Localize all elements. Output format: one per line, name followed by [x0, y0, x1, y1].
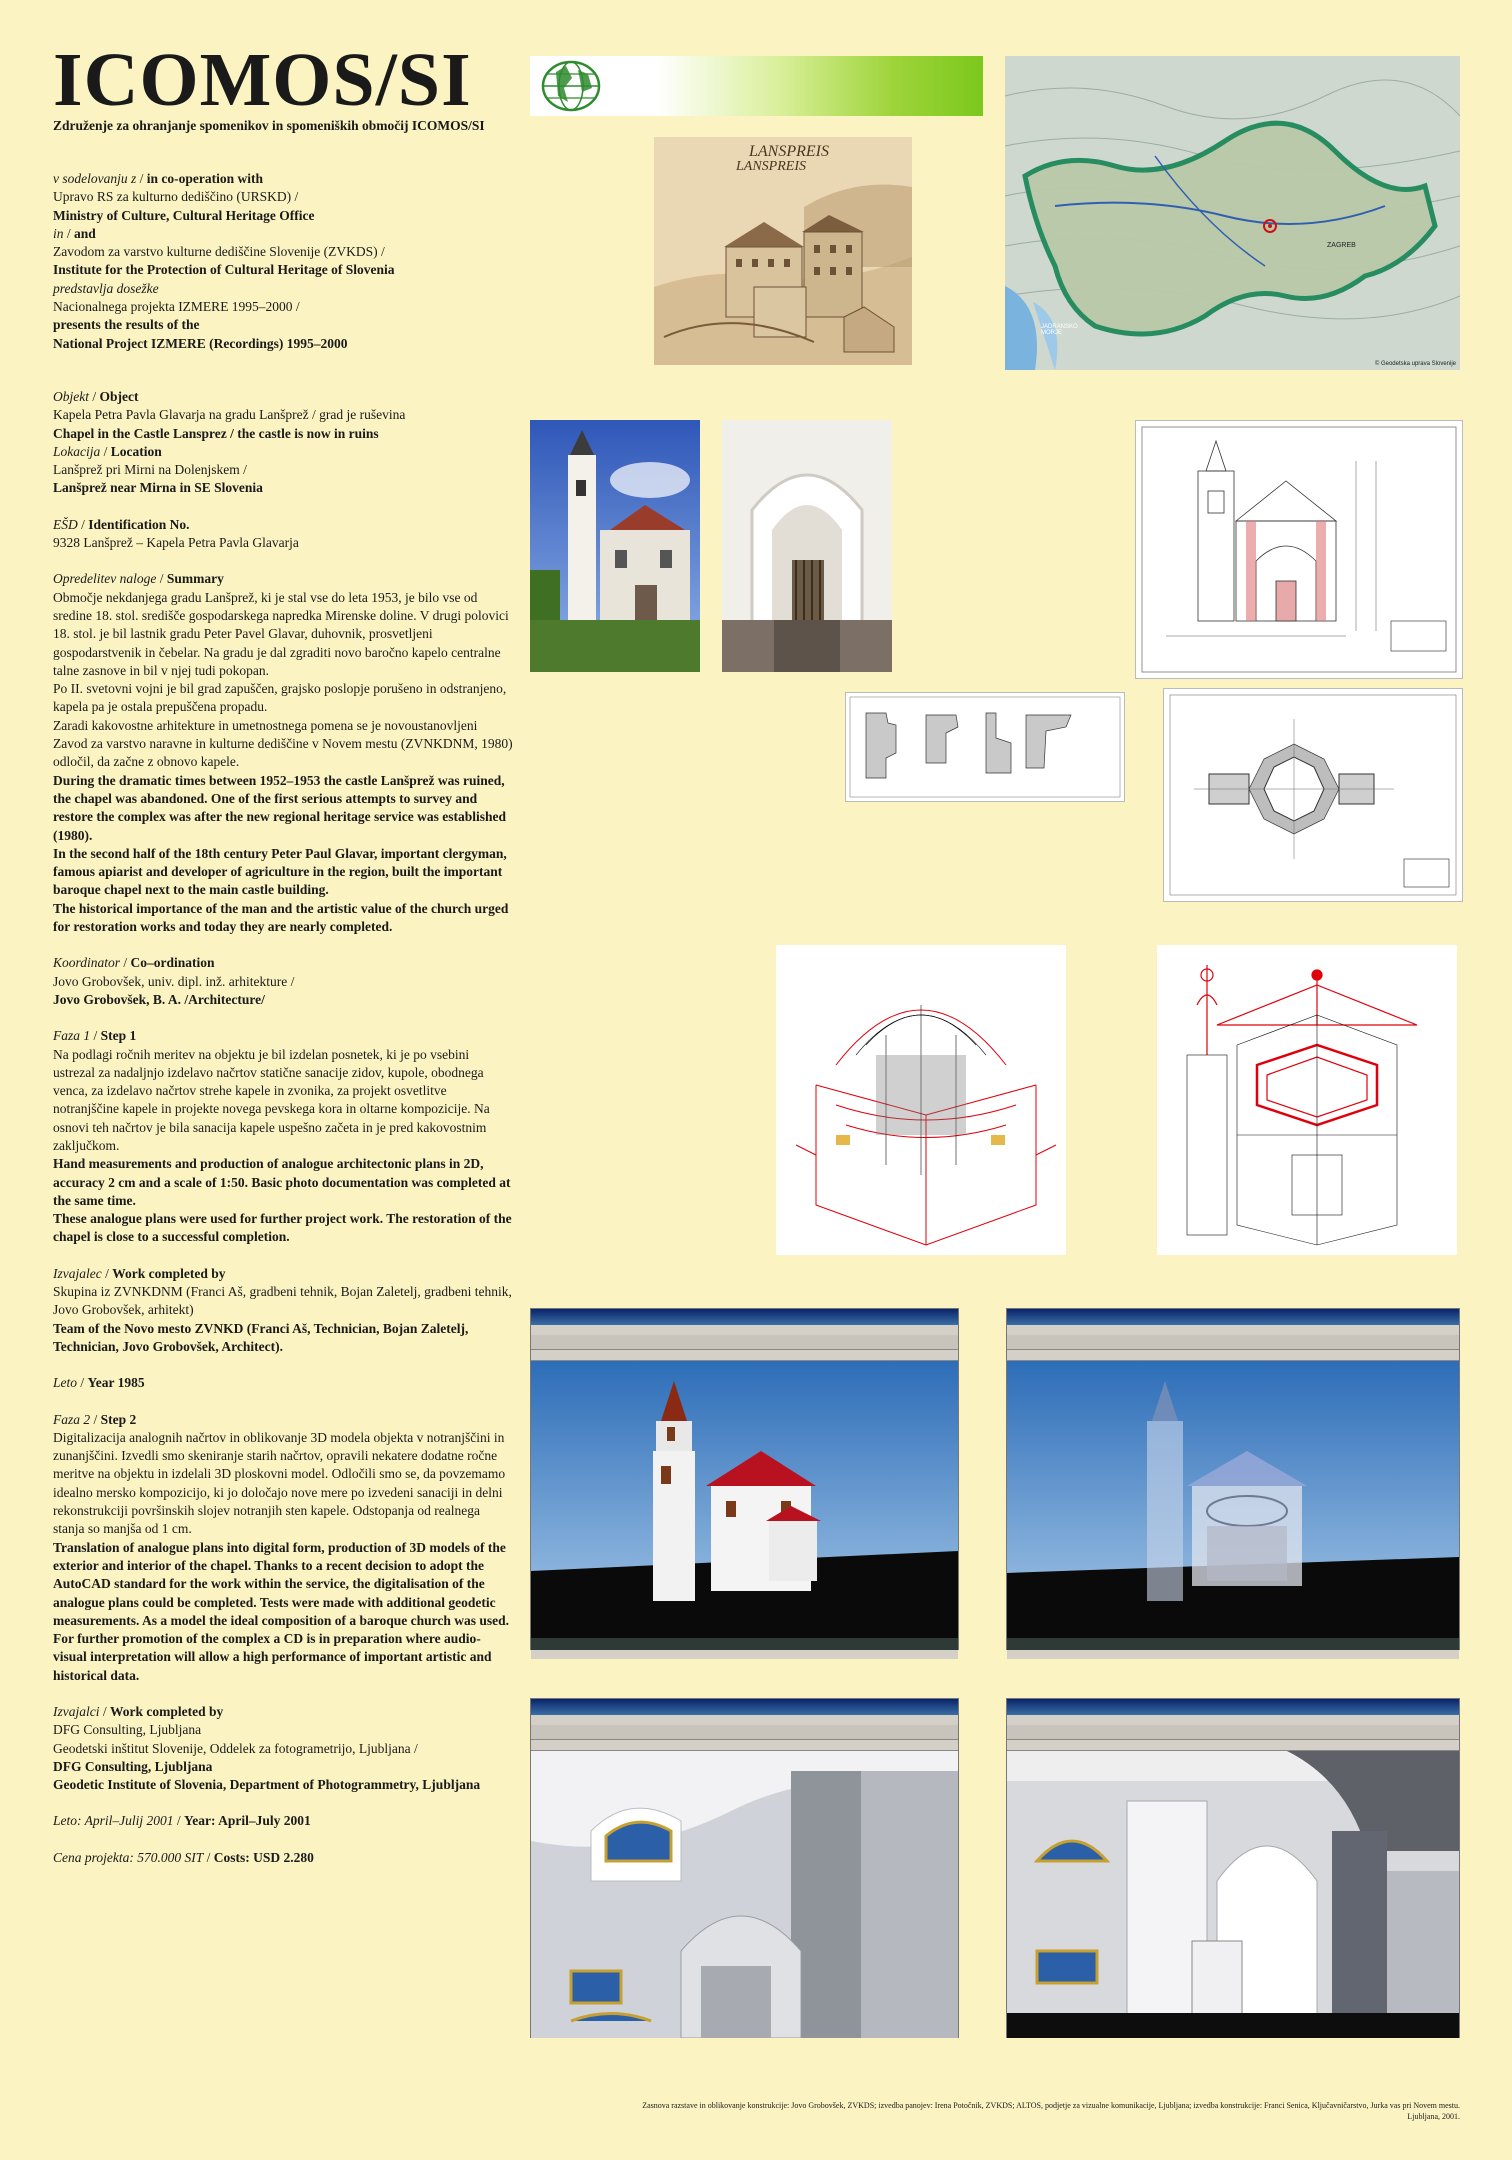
summary-en: The historical importance of the man and the artistic value of the church urged for restoration works and today they are nearly completed.	[53, 900, 509, 935]
step1-sl: Na podlagi ročnih meritev na objektu je bil izdelan posnetek, ki je po vsebini ustrezal za nadaljnjo izdelavo načrtov statične sanacije zidov, kupole, obodnega venca, za izdelavo načrtov strehe kapele in zvonika, za projekt osvetlitve notranjščine kapele in projekte novega pevskega kora in oltarne kompozicije. Na osnovi teh načrtov je bila sanacija kapele uspešno začeta in je pred kakovostnim zaključkom.	[53, 1046, 490, 1153]
wireframe-model-exterior	[1157, 945, 1457, 1255]
object-heading-en: Object	[99, 389, 139, 404]
cost-heading-sl: Cena projekta: 570.000 SIT	[53, 1849, 204, 1865]
render-window-interior-2	[1006, 1698, 1460, 2038]
intro-line: National Project IZMERE (Recordings) 1995–2000	[53, 335, 348, 351]
window-address	[531, 1740, 958, 1751]
year1-heading-en: Year 1985	[87, 1375, 145, 1391]
location-line: Lanšprež near Mirna in SE Slovenia	[53, 480, 263, 496]
window-menu	[1007, 1325, 1459, 1335]
intro-line: Upravo RS za kulturno dediščino (URSKD) /	[53, 189, 299, 205]
window-toolbar	[531, 1335, 958, 1350]
render-window-exterior	[530, 1308, 959, 1650]
location-heading-en: Location	[110, 443, 162, 459]
sketch-caption: LANSPREIS	[736, 159, 806, 174]
sketch-caption: LANSPREIS	[749, 143, 829, 160]
window-status	[531, 1650, 958, 1659]
intro-line: Zavodom za varstvo kulturne dediščine Slovenije (ZVKDS) /	[53, 244, 385, 260]
elevation-drawing	[1135, 420, 1463, 679]
intro-sep: /	[136, 171, 147, 186]
window-titlebar	[531, 1309, 958, 1325]
summary-sl: Območje nekdanjega gradu Lanšprež, ki je stal vse do leta 1953, je bilo vse od sredine 18. stol. središče gospodarskega napredka Mirenske doline. V drugi polovici 18. stol. je bil lastnik gradu Peter Pavel Glavar, duhovnik, prosvetljeni gospodarstvenik in čebelar. Na gradu je dal zgraditi novo baročno kapelo centralne talne zasnove in bil v njej tudi pokopan.	[53, 589, 509, 678]
icomos-logo-banner	[530, 56, 983, 116]
window-menu	[531, 1715, 958, 1725]
plan-drawing	[1163, 688, 1463, 902]
id-heading-en: Identification No.	[88, 516, 190, 532]
step2-sl: Digitalizacija analognih načrtov in oblikovanje 3D modela objekta v notranjščini in zunanjščini. Izvedli smo skeniranje starih načrtov, opravili nekatere dodatne ročne meritve na objektu in izdelali 3D ploskovni model. Odločili smo se, da povzemamo idealno mersko kompozicijo, ki jo določajo nove mere po izvedeni sanaciji in delni rekonstrukciji površinskih slojev notranjih sten kapele. Odstopanja od realnega stanja so manjša od 1 cm.	[53, 1429, 506, 1537]
year2-heading-en: Year: April–July 2001	[184, 1813, 311, 1829]
window-menu	[1007, 1715, 1459, 1725]
intro-and-en: and	[74, 225, 96, 241]
intro-line: Ministry of Culture, Cultural Heritage Office	[53, 207, 315, 223]
year1-heading-sl: Leto	[53, 1375, 78, 1391]
window-address	[531, 1350, 958, 1361]
intro-line: presents the results of the	[53, 317, 200, 333]
location-heading-sl: Lokacija	[53, 443, 101, 459]
summary-en: During the dramatic times between 1952–1953 the castle Lanšprež was ruined, the chapel was abandoned. One of the first serious attempts to survey and restore the complex was after the new regional heritage service was established (1980).	[53, 772, 507, 843]
step1-heading-en: Step 1	[100, 1028, 137, 1044]
object-section: Objekt / Object Kapela Petra Pavla Glavarja na gradu Lanšprež / grad je ruševina Chapel in the Castle Lansprez / the castle is now in ruins Lokacija / Location Lanšprež pri Mirni na Dolenjskem / Lanšprež near Mirna in SE Slovenia EŠD / Identification No. 9328 Lanšprež – Kapela Petra Pavla Glavarja Opredelitev naloge / Summary Območje nekdanjega gradu Lanšprež, ki je stal vse do leta 1953, je bilo vse od sredine 18. stol. središče gospodarskega napredka Mirenske doline. V drugi polovici 18. stol. je bil lastnik gradu Peter Pavel Glavar, duhovnik, prosvetljeni gospodarstvenik in čebelar. Na gradu je dal zgraditi novo baročno kapelo centralne talne zasnove in bil v njej tudi pokopan. Po II. svetovni vojni je bil grad zapuščen, grajsko poslopje porušeno in odstranjeno, kapela pa je ostala prepuščena propadu. Zaradi kakovostne arhitekture in umetnostnega pomena se je novoustanovljeni Zavod za varstvo naravne in kulturne dediščine v Novem mestu (ZVNKDNM, 1980) odločil, da začne z obnovo kapele. During the dramatic times between 1952–1953 the castle Lanšprež was ruined, the chapel was abandoned. One of the first serious attempts to survey and restore the complex was after the new regional heritage service was established (1980). In the second half of the 18th century Peter Paul Glavar, important clergyman, famous apiarist and developer of agriculture in the region, built the important baroque chapel next to the main castle building. The historical importance of the man and the artistic value of the church urged for restoration works and today they are nearly completed. Koordinator / Co–ordination Jovo Grobovšek, univ. dipl. inž. arhitekture / Jovo Grobovšek, B. A. /Architecture/ Faza 1 / Step 1 Na podlagi ročnih meritev na objektu je bil izdelan posnetek, ki je po vsebini ustrezal za nadaljnjo izdelavo načrtov statične sanacije zidov, kupole, obodnega venca, za izdelavo načrtov strehe kapele in zvonika, za projekt osvetlitve notranjščine kapele in projekte novega pevskega kora in oltarne kompozicije. Na osnovi teh načrtov je bila sanacija kapele uspešno začeta in je pred kakovostnim zaključkom. Hand measurements and production of analogue architectonic plans in 2D, accuracy 2 cm and a scale of 1:50. Basic photo documentation was completed at the same time. These analogue plans were used for further project work. The restoration of the chapel is close to a successful completion. Izvajalec / Work completed by Skupina iz ZVNKDNM (Franci Aš, gradbeni tehnik, Bojan Zaletelj, gradbeni tehnik, Jovo Grobovšek, arhitekt) Team of the Novo mesto ZVNKD (Franci Aš, Technician, Bojan Zaletelj, Technician, Jovo Grobovšek, Architect). Leto / Year 1985 Faza 2 / Step 2 Digitalizacija analognih načrtov in oblikovanje 3D modela objekta v notranjščini in zunanjščini. Izvedli smo skeniranje starih načrtov, opravili nekatere dodatne ročne meritve na objektu in izdelali 3D ploskovni model. Odločili smo se, da povzemamo idealno mersko kompozicijo, ki jo določajo nove mere po izvedeni sanaciji in delni rekonstrukciji površinskih slojev notranjih sten kapele. Odstopanja od realnega stanja so manjša od 1 cm. Translation of analogue plans into digital form, production of 3D models of the exterior and interior of the chapel. Thanks to a recent decision to adopt the AutoCAD standard for the work within the service, the digitalisation of the analogue plans could be completed. Tests were made with additional geodetic measurements. As a model the ideal composition of a baroque church was used. For further promotion of the complex a CD is in preparation where audio-visual interpretation will allow a high performance of important artistic and historical data. Izvajalci / Work completed by DFG Consulting, Ljubljana Geodetski inštitut Slovenije, Oddelek za fotogrametrijo, Ljubljana / DFG Consulting, Ljubljana Geodetic Institute of Slovenia, Department of Photogrammetry, Ljubljana Leto: April–Julij 2001 / Year: April–July 2001 Cena projekta: 570.000 SIT / Costs: USD 2.280	[53, 389, 513, 1865]
year2-heading-sl: Leto: April–Julij 2001	[53, 1813, 174, 1829]
summary-en: In the second half of the 18th century Peter Paul Glavar, important clergyman, famous apiarist and developer of agriculture in the region, built the important baroque chapel next to the main castle building.	[53, 845, 507, 898]
id-line: 9328 Lanšprež – Kapela Petra Pavla Glavarja	[53, 535, 299, 551]
page-title: ICOMOS/SI	[53, 38, 472, 122]
intro-sep: /	[63, 225, 75, 241]
work2-heading-en: Work completed by	[110, 1704, 224, 1719]
page-subtitle: Združenje za ohranjanje spomenikov in spomeniških območij ICOMOS/SI	[53, 118, 485, 133]
render-window-interior-1	[530, 1698, 959, 2038]
summary-sl: Po II. svetovni vojni je bil grad zapuščen, grajsko poslopje porušeno in odstranjeno, kapela pa je ostala prepuščena propadu.	[53, 681, 507, 715]
work1-heading-en: Work completed by	[112, 1265, 226, 1281]
object-line: Chapel in the Castle Lansprez / the castle is now in ruins	[53, 425, 379, 441]
chapel-interior-photo	[722, 420, 892, 672]
coord-heading-en: Co–ordination	[130, 955, 215, 971]
step1-en: Hand measurements and production of analogue architectonic plans in 2D, accuracy 2 cm and a scale of 1:50. Basic photo documentation was completed at the same time.	[53, 1156, 511, 1208]
chapel-exterior-photo	[530, 420, 700, 672]
globe-logo-icon	[538, 58, 604, 114]
step2-heading-en: Step 2	[100, 1411, 137, 1427]
cost-heading-en: Costs: USD 2.280	[213, 1849, 314, 1865]
step2-en: Translation of analogue plans into digital form, production of 3D models of the exterior and interior of the chapel. Thanks to a recent decision to adopt the AutoCAD standard for the work within the service, the digitalisation of the analogue plans could be completed. Tests were made with additional geodetic measurements. As a model the ideal composition of a baroque church was used.	[53, 1539, 510, 1628]
intro-line: predstavlja dosežke	[53, 280, 159, 296]
work2-line: DFG Consulting, Ljubljana	[53, 1758, 213, 1774]
map-label: JADRANSKO MORJE	[1041, 324, 1078, 336]
work2-line: Geodetic Institute of Slovenia, Department of Photogrammetry, Ljubljana	[53, 1777, 481, 1793]
window-menu	[531, 1325, 958, 1335]
work2-line: DFG Consulting, Ljubljana	[53, 1722, 202, 1738]
footer-line: Ljubljana, 2001.	[1407, 2112, 1460, 2121]
credits-footer	[600, 2100, 1460, 2122]
window-player-bar	[531, 1638, 958, 1650]
window-toolbar	[1007, 1725, 1459, 1740]
intro-line: Institute for the Protection of Cultural Heritage of Slovenia	[53, 262, 395, 278]
id-heading-sl: EŠD	[53, 516, 78, 532]
work1-heading-sl: Izvajalec	[53, 1265, 102, 1281]
window-titlebar	[1007, 1699, 1459, 1715]
work1-en: Team of the Novo mesto ZVNKD (Franci Aš, Technician, Bojan Zaletelj, Technician, Jovo Grobovšek, Architect).	[53, 1320, 469, 1354]
footer-line: Zasnova razstave in oblikovanje konstrukcije: Jovo Grobovšek, ZVKDS; izvedba panojev: Irena Potočnik, ZVKDS; ALTOS, podjetje za vizualne komunikacije, Ljubljana; izvedba konstrukcije: Franci Senica, Ključavničarstvo, Jurka vas pri Novem mestu.	[642, 2101, 1460, 2110]
location-line: Lanšprež pri Mirni na Dolenjskem /	[53, 462, 247, 478]
window-titlebar	[531, 1699, 958, 1715]
coord-line: Jovo Grobovšek, univ. dipl. inž. arhitekture /	[53, 973, 295, 989]
intro-label-sl: v sodelovanju z	[53, 171, 137, 186]
summary-heading-sl: Opredelitev naloge	[53, 571, 157, 587]
window-address	[1007, 1350, 1459, 1361]
window-toolbar	[1007, 1335, 1459, 1350]
coord-line: Jovo Grobovšek, B. A. /Architecture/	[53, 991, 265, 1007]
summary-sl: Zaradi kakovostne arhitekture in umetnostnega pomena se je novoustanovljeni Zavod za varstvo naravne in kulturne dediščine v Novem mestu (ZVNKDNM, 1980) odločil, da začne z obnovo kapele.	[53, 717, 513, 770]
historical-sketch-image	[654, 137, 912, 365]
coord-heading-sl: Koordinator	[53, 955, 121, 971]
work2-heading-sl: Izvajalci	[53, 1704, 100, 1719]
step2-en: For further promotion of the complex a CD is in preparation where audio-visual interpretation will allow a high performance of important artistic and historical data.	[53, 1631, 492, 1683]
object-heading-sl: Objekt	[53, 389, 89, 404]
window-toolbar	[531, 1725, 958, 1740]
window-address	[1007, 1740, 1459, 1751]
work1-sl: Skupina iz ZVNKDNM (Franci Aš, gradbeni tehnik, Bojan Zaletelj, gradbeni tehnik, Jovo Grobovšek, arhitekt)	[53, 1284, 512, 1318]
render-window-transparent	[1006, 1308, 1460, 1650]
map-credit: © Geodetska uprava Slovenije	[1374, 361, 1456, 367]
window-status	[1007, 1650, 1459, 1659]
window-player-bar	[1007, 1638, 1459, 1650]
slovenia-map-image	[1005, 56, 1460, 370]
intro-label-en: in co-operation with	[146, 171, 264, 186]
text-column	[53, 170, 513, 353]
work2-line: Geodetski inštitut Slovenije, Oddelek za fotogrametrijo, Ljubljana /	[53, 1740, 418, 1756]
window-titlebar	[1007, 1309, 1459, 1325]
intro-and-sl: in	[53, 225, 64, 241]
profiles-drawing	[845, 692, 1125, 802]
wireframe-model-interior	[776, 945, 1066, 1255]
step2-heading-sl: Faza 2	[53, 1411, 91, 1427]
intro-line: Nacionalnega projekta IZMERE 1995–2000 /	[53, 299, 300, 315]
map-label: ZAGREB	[1327, 242, 1356, 249]
step1-en: These analogue plans were used for further project work. The restoration of the chapel is close to a successful completion.	[53, 1211, 512, 1245]
object-line: Kapela Petra Pavla Glavarja na gradu Lanšprež / grad je ruševina	[53, 407, 406, 423]
step1-heading-sl: Faza 1	[53, 1028, 91, 1044]
summary-heading-en: Summary	[166, 571, 224, 587]
